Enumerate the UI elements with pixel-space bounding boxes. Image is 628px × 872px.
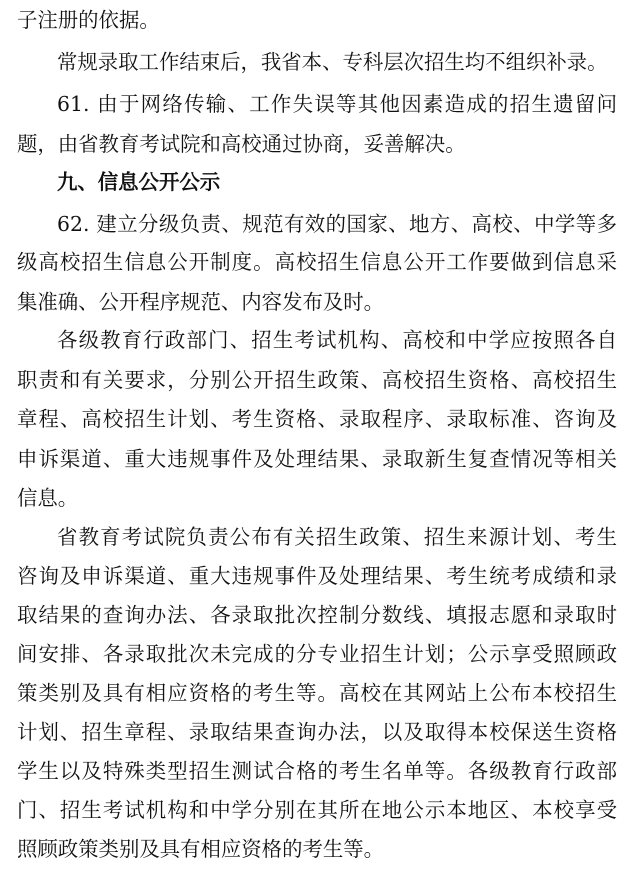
text-line-17: 间安排、各录取批次未完成的分专业招生计划；公示享受照顾政 <box>17 642 617 666</box>
text-line-2: 常规录取工作结束后，我省本、专科层次招生均不组织补录。 <box>57 50 608 74</box>
text-line-14: 省教育考试院负责公布有关招生政策、招生来源计划、考生 <box>57 525 617 549</box>
text-line-1: 子注册的依据。 <box>17 8 160 32</box>
text-line-7: 级高校招生信息公开制度。高校招生信息公开工作要做到信息采 <box>17 250 617 274</box>
text-line-10: 职责和有关要求，分别公开招生政策、高校招生资格、高校招生 <box>17 368 617 392</box>
text-line-21: 门、招生考试机构和中学分别在其所在地公示本地区、本校享受 <box>17 798 617 822</box>
text-line-11: 章程、高校招生计划、考生资格、录取程序、录取标准、咨询及 <box>17 407 617 431</box>
text-line-16: 取结果的查询办法、各录取批次控制分数线、填报志愿和录取时 <box>17 603 617 627</box>
text-line-13: 信息。 <box>17 486 79 510</box>
section-heading: 九、信息公开公示 <box>57 170 221 194</box>
text-line-12: 申诉渠道、重大违规事件及处理结果、录取新生复查情况等相关 <box>17 447 617 471</box>
text-line-4: 题，由省教育考试院和高校通过协商，妥善解决。 <box>17 132 466 156</box>
text-line-15: 咨询及申诉渠道、重大违规事件及处理结果、考生统考成绩和录 <box>17 564 617 588</box>
text-line-18: 策类别及具有相应资格的考生等。高校在其网站上公布本校招生 <box>17 681 617 705</box>
text-line-22: 照顾政策类别及具有相应资格的考生等。 <box>17 837 385 861</box>
text-line-6: 62. 建立分级负责、规范有效的国家、地方、高校、中学等多 <box>57 212 617 236</box>
text-line-8: 集准确、公开程序规范、内容发布及时。 <box>17 290 385 314</box>
text-line-19: 计划、招生章程、录取结果查询办法，以及取得本校保送生资格 <box>17 720 617 744</box>
text-line-20: 学生以及特殊类型招生测试合格的考生名单等。各级教育行政部 <box>17 759 617 783</box>
text-line-9: 各级教育行政部门、招生考试机构、高校和中学应按照各自 <box>57 328 617 352</box>
text-line-3: 61. 由于网络传输、工作失误等其他因素造成的招生遗留问 <box>57 92 617 116</box>
